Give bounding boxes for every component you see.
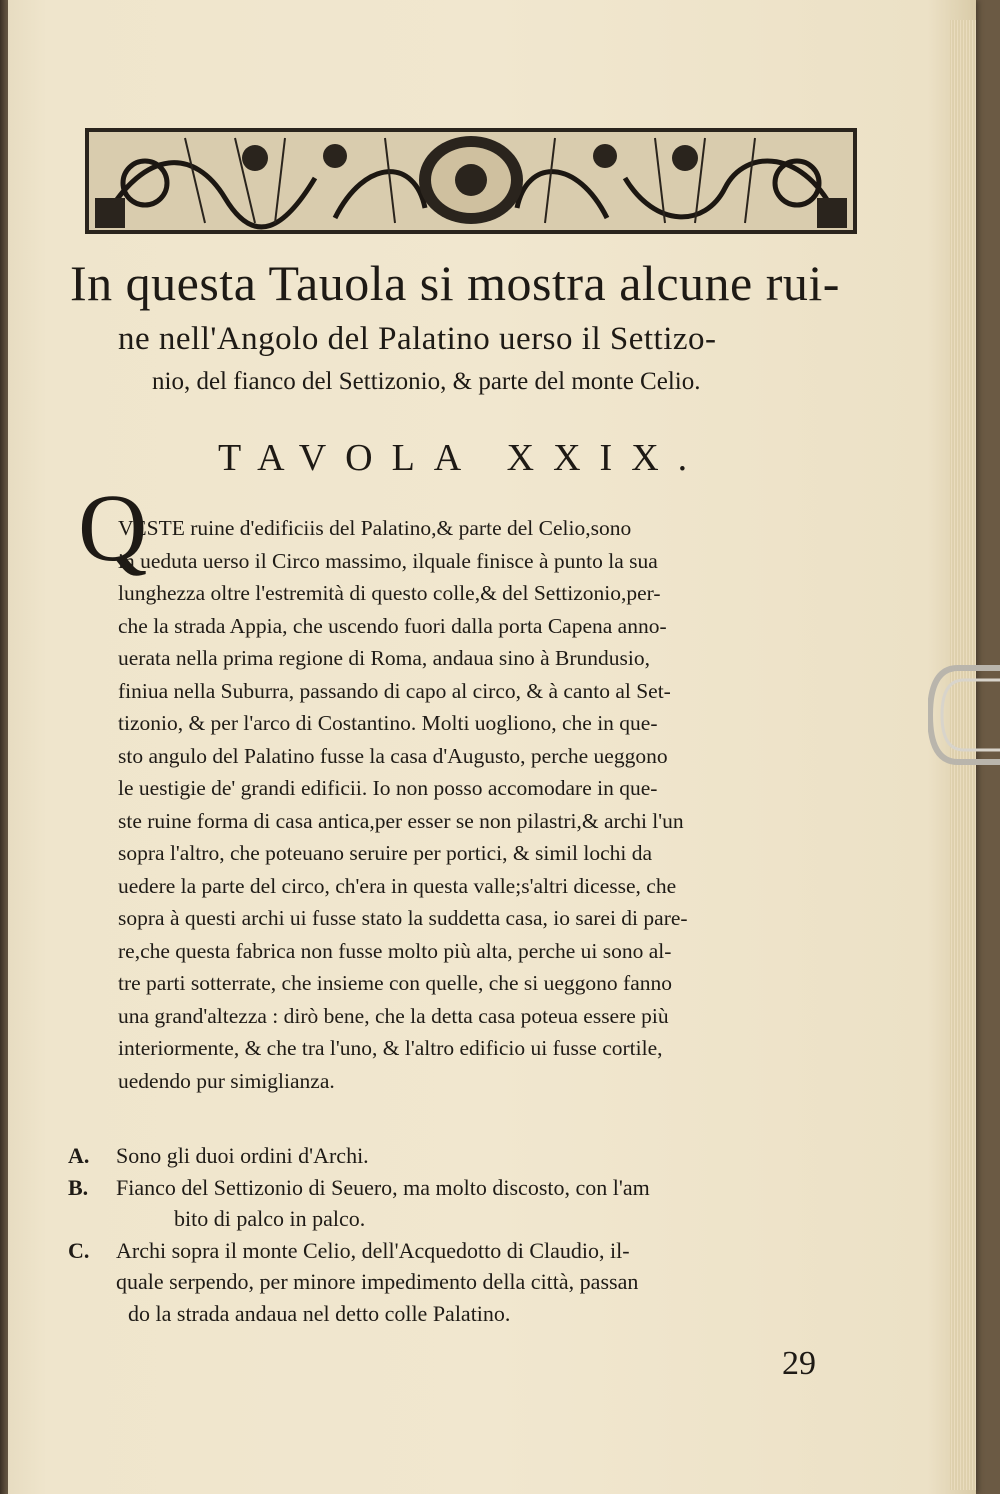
page-number: 29	[782, 1345, 816, 1382]
legend-item-b	[68, 1172, 868, 1235]
legend-item-a	[68, 1140, 868, 1172]
legend-text: Archi sopra il monte Celio, dell'Acquedotto di Claudio, il-	[116, 1237, 630, 1263]
body-line: uedere la parte del circo, ch'era in questa valle;s'altri dicesse, che	[118, 873, 677, 898]
ornamental-headpiece	[85, 128, 857, 234]
body-line: ste ruine forma di casa antica,per esser se non pilastri,& archi l'un	[118, 808, 684, 833]
legend-key: A.	[68, 1143, 90, 1168]
body-line: re,che questa fabrica non fusse molto più alta, perche ui sono al-	[118, 938, 672, 963]
body-line: finiua nella Suburra, passando di capo al circo, & à canto al Set-	[118, 678, 671, 703]
body-line: le uestigie de' grandi edificii. Io non posso accomodare in que-	[118, 776, 658, 800]
body-line: sopra l'altro, che poteuano seruire per portici, & simil lochi da	[118, 841, 653, 865]
legend-key: C.	[68, 1237, 90, 1263]
body-line: in ueduta uerso il Circo massimo, ilquale finisce à punto la sua	[118, 548, 658, 573]
paper-clip-icon	[928, 660, 1000, 770]
legend-text: Sono gli duoi ordini d'Archi.	[116, 1143, 369, 1168]
body-paragraph	[118, 512, 848, 1097]
legend-list	[68, 1140, 868, 1329]
body-line: che la strada Appia, che uscendo fuori dalla porta Capena anno-	[118, 613, 667, 638]
body-line: tizonio, & per l'arco di Costantino. Molti uogliono, che in que-	[118, 711, 658, 735]
legend-text: quale serpendo, per minore impedimento della città, passan	[116, 1269, 639, 1294]
body-line: sopra à questi archi ui fusse stato la suddetta casa, io sarei di pare-	[118, 906, 688, 930]
title-line-1: In questa Tauola si mostra alcune rui-	[70, 255, 840, 311]
plate-heading: TAVOLA XXIX.	[218, 437, 707, 479]
body-line: uedendo pur simiglianza.	[118, 1068, 335, 1093]
body-line: una grand'altezza : dirò bene, che la detta casa poteua essere più	[118, 1003, 669, 1028]
body-line: lunghezza oltre l'estremità di questo colle,& del Settizonio,per-	[118, 581, 661, 605]
body-line: VESTE ruine d'edificiis del Palatino,& parte del Celio,sono	[118, 516, 632, 540]
legend-key: B.	[68, 1174, 89, 1200]
body-line: tre parti sotterrate, che insieme con quelle, che si ueggono fanno	[118, 971, 673, 995]
title-line-2: ne nell'Angolo del Palatino uerso il Settizo-	[118, 321, 717, 357]
title-line-3: nio, del fianco del Settizonio, & parte del monte Celio.	[152, 368, 701, 395]
legend-item-c	[68, 1235, 868, 1330]
body-line: uerata nella prima regione di Roma, andaua sino à Brundusio,	[118, 646, 650, 670]
drop-capital: Q	[78, 474, 148, 581]
body-line: interiormente, & che tra l'uno, & l'altro edificio ui fusse cortile,	[118, 1036, 663, 1060]
body-line: sto angulo del Palatino fusse la casa d'Augusto, perche ueggono	[118, 743, 668, 768]
legend-text: Fianco del Settizonio di Seuero, ma molto discosto, con l'am	[116, 1174, 650, 1200]
page-title	[70, 250, 890, 402]
legend-text: bito di palco in palco.	[174, 1206, 366, 1231]
legend-text: do la strada andaua nel detto colle Palatino.	[128, 1300, 511, 1326]
